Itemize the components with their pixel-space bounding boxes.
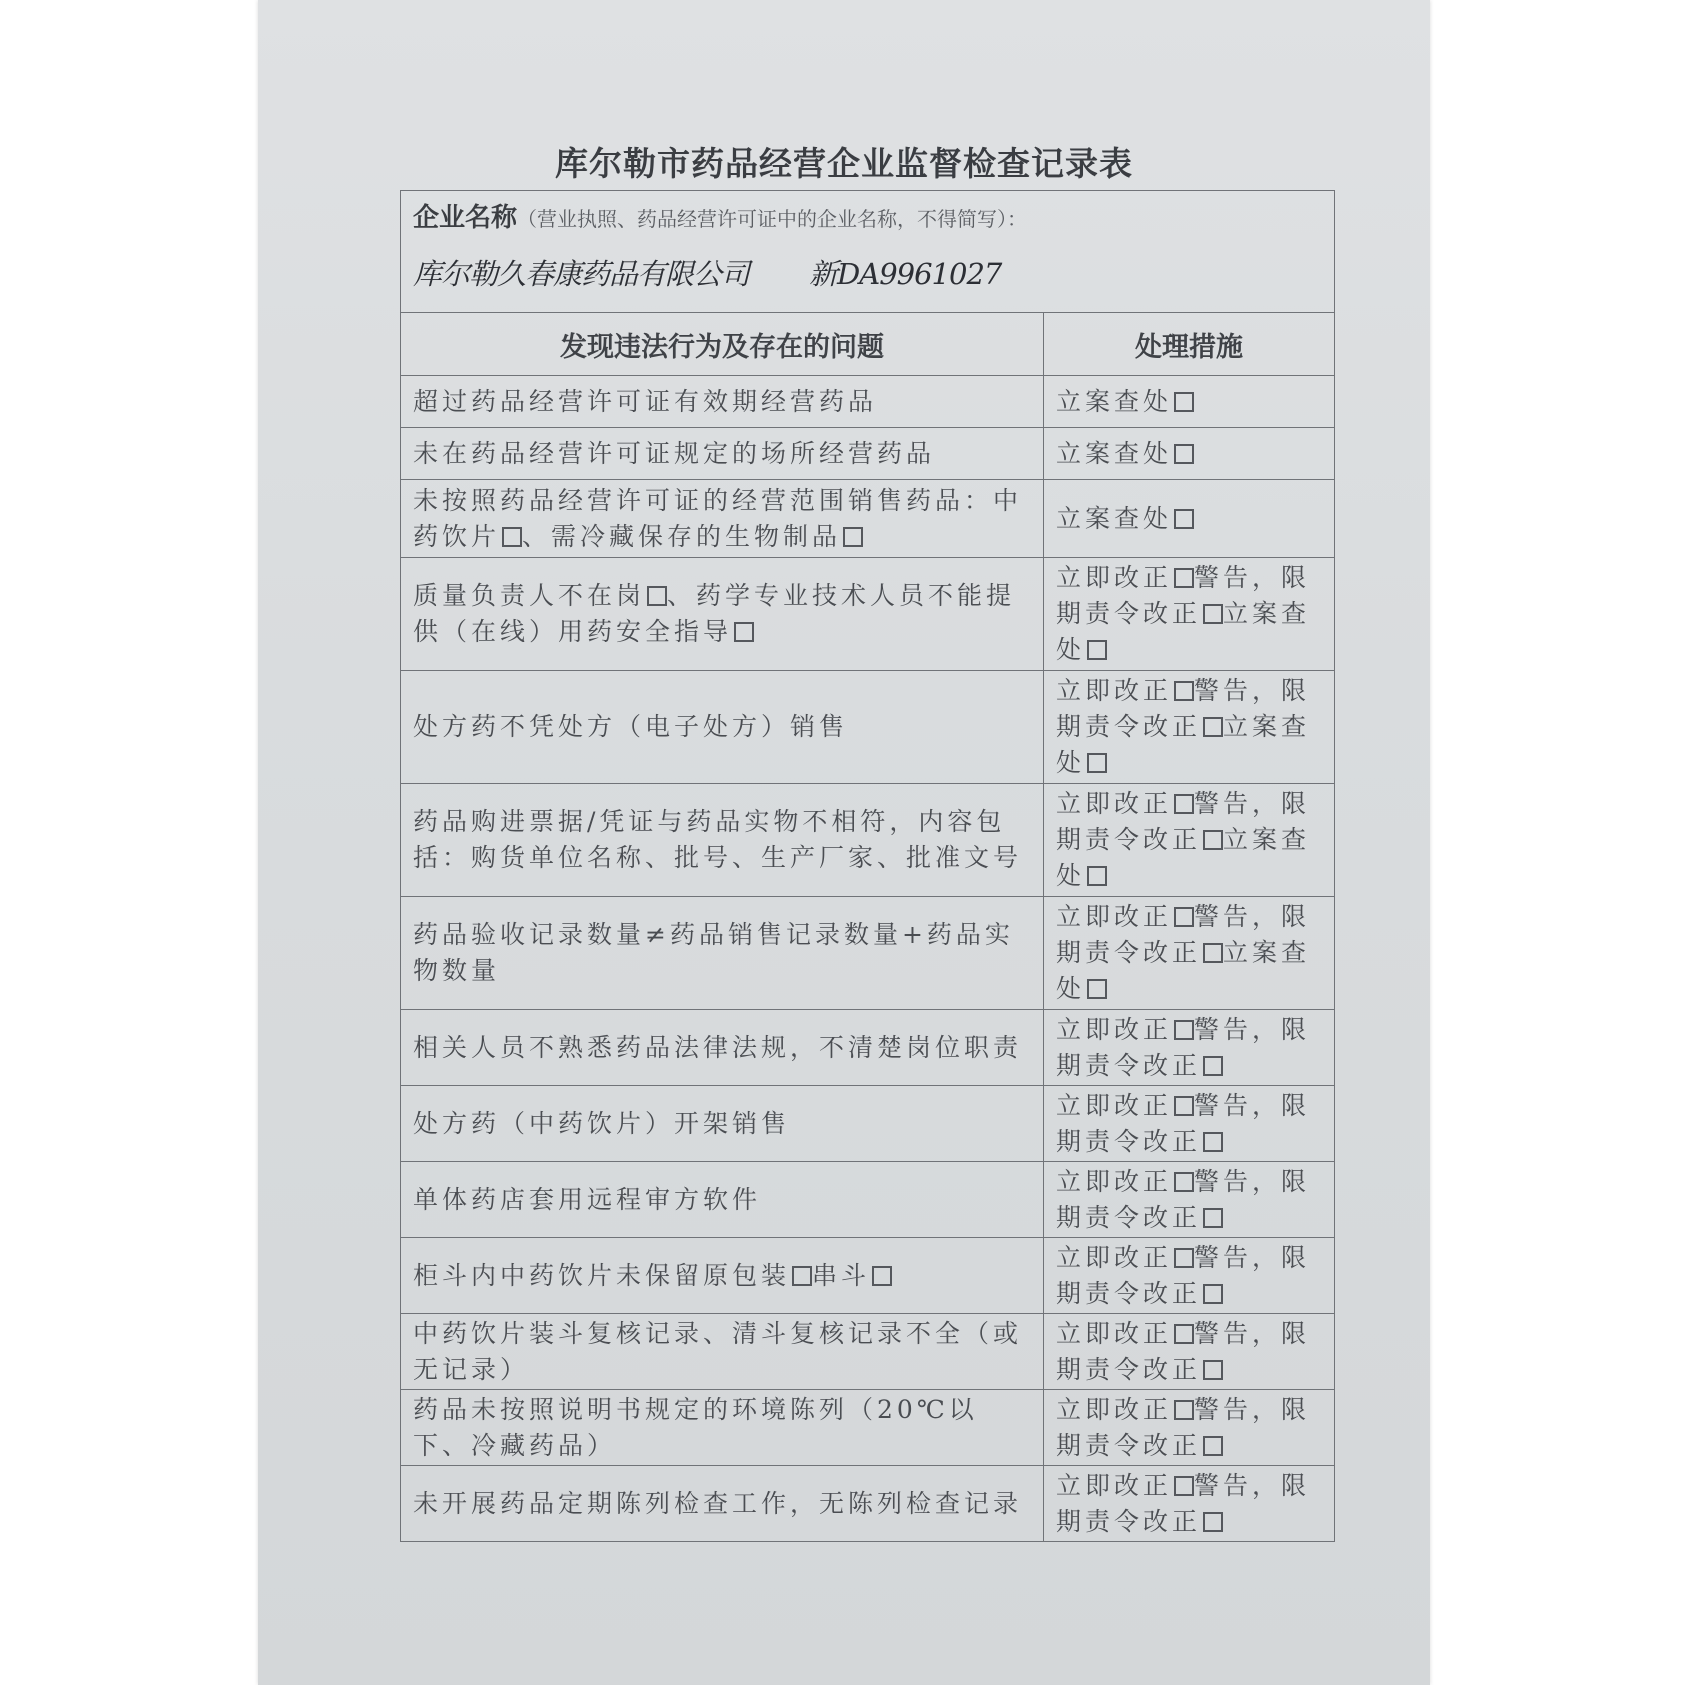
measure-checkbox[interactable] bbox=[1203, 1284, 1223, 1304]
table-row bbox=[401, 480, 1335, 558]
table-row bbox=[401, 897, 1335, 1010]
table-row bbox=[401, 558, 1335, 671]
paper-sheet bbox=[258, 0, 1430, 1685]
issue-cell: 未在药品经营许可证规定的场所经营药品 bbox=[401, 428, 1044, 480]
company-name-cell bbox=[401, 191, 1335, 313]
measure-checkbox[interactable] bbox=[1174, 568, 1194, 588]
measure-checkbox[interactable] bbox=[1174, 1324, 1194, 1344]
table-row bbox=[401, 784, 1335, 897]
issue-cell: 超过药品经营许可证有效期经营药品 bbox=[401, 376, 1044, 428]
measure-checkbox[interactable] bbox=[1174, 794, 1194, 814]
issue-cell: 处方药（中药饮片）开架销售 bbox=[401, 1086, 1044, 1162]
measure-checkbox[interactable] bbox=[1174, 392, 1194, 412]
issue-cell: 处方药不凭处方（电子处方）销售 bbox=[401, 671, 1044, 784]
measure-checkbox[interactable] bbox=[1203, 830, 1223, 850]
measure-checkbox[interactable] bbox=[1087, 753, 1107, 773]
issue-cell: 药品购进票据/凭证与药品实物不相符，内容包括：购货单位名称、批号、生产厂家、批准文号 bbox=[401, 784, 1044, 897]
measure-column-header: 处理措施 bbox=[1044, 313, 1335, 376]
company-name-handwritten: 库尔勒久春康药品有限公司 bbox=[413, 257, 750, 291]
inspection-table bbox=[400, 190, 1335, 1542]
measure-cell: 立即改正 警告，限期责令改正 bbox=[1044, 1086, 1335, 1162]
measure-cell: 立即改正 警告，限期责令改正 立案查处 bbox=[1044, 558, 1335, 671]
measure-checkbox[interactable] bbox=[1174, 1172, 1194, 1192]
issue-cell: 未开展药品定期陈列检查工作，无陈列检查记录 bbox=[401, 1466, 1044, 1542]
measure-checkbox[interactable] bbox=[1203, 717, 1223, 737]
measure-checkbox[interactable] bbox=[1174, 907, 1194, 927]
handwritten-entry bbox=[413, 252, 1322, 293]
issue-cell: 相关人员不熟悉药品法律法规，不清楚岗位职责 bbox=[401, 1010, 1044, 1086]
measure-checkbox[interactable] bbox=[1203, 1436, 1223, 1456]
measure-cell: 立即改正 警告，限期责令改正 bbox=[1044, 1466, 1335, 1542]
issue-checkbox[interactable] bbox=[843, 527, 863, 547]
measure-checkbox[interactable] bbox=[1174, 1020, 1194, 1040]
table-row bbox=[401, 1238, 1335, 1314]
issue-checkbox[interactable] bbox=[502, 527, 522, 547]
measure-checkbox[interactable] bbox=[1203, 1132, 1223, 1152]
measure-checkbox[interactable] bbox=[1174, 1400, 1194, 1420]
form-title: 库尔勒市药品经营企业监督检查记录表 bbox=[555, 144, 1133, 183]
issue-cell: 未按照药品经营许可证的经营范围销售药品：中药饮片 、需冷藏保存的生物制品 bbox=[401, 480, 1044, 558]
measure-cell: 立即改正 警告，限期责令改正 立案查处 bbox=[1044, 897, 1335, 1010]
issue-cell: 药品未按照说明书规定的环境陈列（20℃以下、冷藏药品） bbox=[401, 1390, 1044, 1466]
measure-checkbox[interactable] bbox=[1174, 681, 1194, 701]
table-row bbox=[401, 1086, 1335, 1162]
license-number-handwritten: 新DA9961027 bbox=[809, 257, 1002, 291]
measure-checkbox[interactable] bbox=[1087, 640, 1107, 660]
issue-checkbox[interactable] bbox=[734, 622, 754, 642]
measure-cell: 立即改正 警告，限期责令改正 bbox=[1044, 1238, 1335, 1314]
table-row bbox=[401, 671, 1335, 784]
table-row bbox=[401, 1010, 1335, 1086]
measure-checkbox[interactable] bbox=[1174, 444, 1194, 464]
measure-checkbox[interactable] bbox=[1174, 1248, 1194, 1268]
issue-checkbox[interactable] bbox=[647, 586, 667, 606]
measure-checkbox[interactable] bbox=[1203, 604, 1223, 624]
issue-cell: 药品验收记录数量≠药品销售记录数量+药品实物数量 bbox=[401, 897, 1044, 1010]
measure-checkbox[interactable] bbox=[1087, 866, 1107, 886]
measure-checkbox[interactable] bbox=[1174, 1476, 1194, 1496]
measure-cell: 立即改正 警告，限期责令改正 bbox=[1044, 1010, 1335, 1086]
issue-checkbox[interactable] bbox=[872, 1266, 892, 1286]
measure-cell: 立案查处 bbox=[1044, 376, 1335, 428]
table-row bbox=[401, 376, 1335, 428]
issue-cell: 单体药店套用远程审方软件 bbox=[401, 1162, 1044, 1238]
measure-checkbox[interactable] bbox=[1174, 509, 1194, 529]
measure-cell: 立即改正 警告，限期责令改正 立案查处 bbox=[1044, 784, 1335, 897]
measure-cell: 立即改正 警告，限期责令改正 bbox=[1044, 1390, 1335, 1466]
table-row bbox=[401, 1390, 1335, 1466]
issue-cell: 质量负责人不在岗 、药学专业技术人员不能提供（在线）用药安全指导 bbox=[401, 558, 1044, 671]
header-row bbox=[401, 313, 1335, 376]
table-row bbox=[401, 1162, 1335, 1238]
measure-checkbox[interactable] bbox=[1203, 1360, 1223, 1380]
issue-cell: 柜斗内中药饮片未保留原包装 串斗 bbox=[401, 1238, 1044, 1314]
company-note: （营业执照、药品经营许可证中的企业名称，不得简写）： bbox=[517, 207, 1028, 231]
measure-cell: 立案查处 bbox=[1044, 480, 1335, 558]
measure-cell: 立即改正 警告，限期责令改正 立案查处 bbox=[1044, 671, 1335, 784]
measure-checkbox[interactable] bbox=[1174, 1096, 1194, 1116]
issue-cell: 中药饮片装斗复核记录、清斗复核记录不全（或无记录） bbox=[401, 1314, 1044, 1390]
issue-checkbox[interactable] bbox=[792, 1266, 812, 1286]
measure-checkbox[interactable] bbox=[1203, 1208, 1223, 1228]
table-row bbox=[401, 1314, 1335, 1390]
measure-cell: 立案查处 bbox=[1044, 428, 1335, 480]
measure-checkbox[interactable] bbox=[1087, 979, 1107, 999]
issue-column-header: 发现违法行为及存在的问题 bbox=[401, 313, 1044, 376]
measure-checkbox[interactable] bbox=[1203, 1512, 1223, 1532]
measure-checkbox[interactable] bbox=[1203, 1056, 1223, 1076]
table-row bbox=[401, 1466, 1335, 1542]
measure-checkbox[interactable] bbox=[1203, 943, 1223, 963]
company-label: 企业名称 bbox=[413, 203, 518, 233]
measure-cell: 立即改正 警告，限期责令改正 bbox=[1044, 1162, 1335, 1238]
measure-cell: 立即改正 警告，限期责令改正 bbox=[1044, 1314, 1335, 1390]
company-row bbox=[401, 191, 1335, 313]
table-row bbox=[401, 428, 1335, 480]
